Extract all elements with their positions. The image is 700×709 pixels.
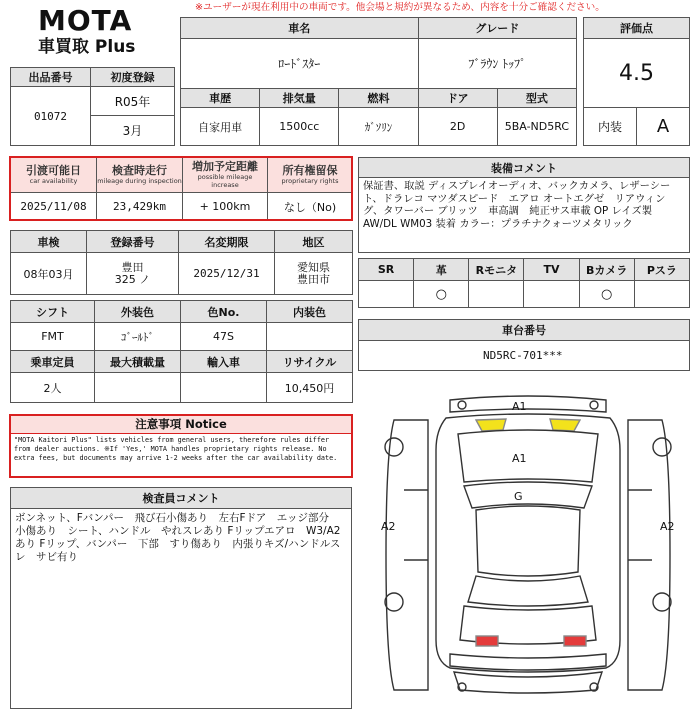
option-header-pslide: Pスラ xyxy=(634,259,689,281)
exterior-color-value: ｺﾞｰﾙﾄﾞ xyxy=(95,323,181,351)
shift-value: FMT xyxy=(11,323,95,351)
plate-value: 豊田 325 ノ xyxy=(87,253,179,295)
interior-label: 内装 xyxy=(584,108,637,146)
option-value-pslide xyxy=(634,281,689,308)
rear-bumper-outline xyxy=(450,654,606,670)
chassis-label: 車台番号 xyxy=(359,320,690,341)
left-side-outline xyxy=(386,420,428,690)
ownership-value: なし（No) xyxy=(268,193,353,221)
grade-label: グレード xyxy=(418,18,576,39)
warning-banner: ※ユーザーが現在利用中の車両です。他会場と規約が異なるため、内容を十分ご確認ください。 xyxy=(195,2,605,13)
deadline-label: 名変期限 xyxy=(179,231,275,253)
color-no-label: 色No. xyxy=(181,301,267,323)
inspector-title: 検査員コメント xyxy=(11,488,352,509)
mark-roof: G xyxy=(514,490,523,503)
doors-label: ドア xyxy=(418,89,497,108)
interior-color-label: 内装色 xyxy=(267,301,353,323)
plate-label: 登録番号 xyxy=(87,231,179,253)
right-rear-wheel xyxy=(653,593,671,611)
seats-label: 乗車定員 xyxy=(11,351,95,373)
damage-rear-left xyxy=(476,636,498,646)
front-left-marker xyxy=(458,401,466,409)
inspector-cell xyxy=(11,509,352,709)
car-name-label: 車名 xyxy=(181,18,419,39)
mileage-value: 23,429km xyxy=(97,193,183,221)
first-reg-label: 初度登録 xyxy=(91,68,175,87)
logo xyxy=(38,5,178,65)
mark-front-bumper: A1 xyxy=(512,400,527,413)
shift-label: シフト xyxy=(11,301,95,323)
import-label: 輸入車 xyxy=(181,351,267,373)
inspection-label: 車検 xyxy=(11,231,87,253)
score-label: 評価点 xyxy=(584,18,690,39)
delivery-highlight xyxy=(9,156,353,221)
car-name-value: ﾛｰﾄﾞｽﾀｰ xyxy=(181,39,419,89)
option-header-tv: TV xyxy=(524,259,579,281)
fuel-value: ｶﾞｿﾘﾝ xyxy=(339,108,418,146)
option-value-tv xyxy=(524,281,579,308)
chassis-table xyxy=(358,319,690,371)
logo-brand: MOTA xyxy=(38,4,133,37)
option-value-bcamera: ○ xyxy=(579,281,634,308)
interior-value: A xyxy=(637,108,690,146)
damage-front-left xyxy=(476,419,506,431)
damage-front-right xyxy=(550,419,580,431)
load-value xyxy=(95,373,181,403)
history-value: 自家用車 xyxy=(181,108,260,146)
option-header-bcamera: Bカメラ xyxy=(579,259,634,281)
left-rear-wheel xyxy=(385,593,403,611)
availability-value: 2025/11/08 xyxy=(11,193,97,221)
car-diagram xyxy=(358,390,698,700)
interior-color-value xyxy=(267,323,353,351)
score-table xyxy=(583,17,690,146)
displacement-label: 排気量 xyxy=(260,89,339,108)
equipment-cell xyxy=(359,178,690,253)
first-reg-month: 3月 xyxy=(91,116,175,146)
option-value-rmonitor xyxy=(469,281,524,308)
cabin-outline xyxy=(464,482,592,508)
exterior-color-label: 外装色 xyxy=(95,301,181,323)
vehicle-table xyxy=(180,17,577,146)
model-value: 5BA-ND5RC xyxy=(497,108,576,146)
score-value: 4.5 xyxy=(584,39,690,108)
chassis-value: ND5RC-701*** xyxy=(359,341,690,371)
option-header-rmonitor: Rモニタ xyxy=(469,259,524,281)
equipment-title: 装備コメント xyxy=(359,158,690,178)
right-side-outline xyxy=(628,420,670,690)
rear-window-outline xyxy=(468,576,588,606)
ownership-label: 所有権留保 proprietary rights xyxy=(268,158,353,193)
option-value-sr xyxy=(359,281,414,308)
equipment-table xyxy=(358,157,690,253)
mark-left: A2 xyxy=(381,520,396,533)
roof-outline xyxy=(476,506,580,576)
recycle-label: リサイクル xyxy=(267,351,353,373)
history-label: 車歴 xyxy=(181,89,260,108)
increase-value: + 100km xyxy=(183,193,268,221)
load-label: 最大積載量 xyxy=(95,351,181,373)
mark-hood: A1 xyxy=(512,452,527,465)
rear-outline xyxy=(454,672,602,693)
color-no-value: 47S xyxy=(181,323,267,351)
seats-value: 2人 xyxy=(11,373,95,403)
displacement-value: 1500cc xyxy=(260,108,339,146)
inspector-table xyxy=(10,487,352,709)
grade-value: ﾌﾞﾗｳﾝ ﾄｯﾌﾟ xyxy=(418,39,576,89)
option-header-leather: 革 xyxy=(414,259,469,281)
availability-label: 引渡可能日 car availability xyxy=(11,158,97,193)
region-value: 愛知県 豊田市 xyxy=(275,253,353,295)
listing-no-label: 出品番号 xyxy=(11,68,91,87)
front-bumper-outline xyxy=(450,396,606,412)
options-table xyxy=(358,258,690,308)
notice-text: "MOTA Kaitori Plus" lists vehicles from general users, therefore rules differ from dealer auctions. ※If 'Yes,' MOTA handles proprietary rights release. No extra fees, but documents may arrive 1-2 weeks after the car availability date. xyxy=(14,436,338,462)
specs-table xyxy=(10,300,353,403)
mileage-label: 検査時走行 mileage during inspection xyxy=(97,158,183,193)
fuel-label: 燃料 xyxy=(339,89,418,108)
inspection-value: 08年03月 xyxy=(11,253,87,295)
listing-no-value: 01072 xyxy=(11,87,91,146)
notice-box xyxy=(9,414,353,478)
region-label: 地区 xyxy=(275,231,353,253)
hood-outline xyxy=(458,430,598,482)
front-right-marker xyxy=(590,401,598,409)
option-header-sr: SR xyxy=(359,259,414,281)
first-reg-year: R05年 xyxy=(91,87,175,116)
logo-sub: 車買取 Plus xyxy=(38,37,136,57)
increase-label: 増加予定距離 possible mileage increase xyxy=(183,158,268,193)
import-value xyxy=(181,373,267,403)
damage-rear-right xyxy=(564,636,586,646)
body-outline xyxy=(436,414,620,672)
listing-table xyxy=(10,67,175,146)
inspector-comment: ボンネット、Fバンパー 飛び石小傷あり 左右Fドア エッジ部分 小傷あり シート、ハンドル やれスレあり Fリップエアロ W3/A2あり Fリップ、バンパー 下部 すり傷あり 内張りキズ/ハンドルスレ サビ有り xyxy=(15,512,341,563)
right-front-wheel xyxy=(653,438,671,456)
equipment-comment: 保証書、取説 ディスプレイオーディオ、バックカメラ、レザーシート、ドラレコ マツダスピード エアロ オートエグゼ リアウィング、タワーバー ブリッツ 車高調 純正サス車載 OP レイズ製 AW/DL WM03 装着 カラー：プラチナクォーツメタリック xyxy=(363,180,671,230)
registration-table xyxy=(10,230,353,295)
notice-title: 注意事項 Notice xyxy=(11,416,351,434)
doors-value: 2D xyxy=(418,108,497,146)
model-label: 型式 xyxy=(497,89,576,108)
deadline-value: 2025/12/31 xyxy=(179,253,275,295)
recycle-value: 10,450円 xyxy=(267,373,353,403)
left-front-wheel xyxy=(385,438,403,456)
option-value-leather: ○ xyxy=(414,281,469,308)
mark-right: A2 xyxy=(660,520,675,533)
